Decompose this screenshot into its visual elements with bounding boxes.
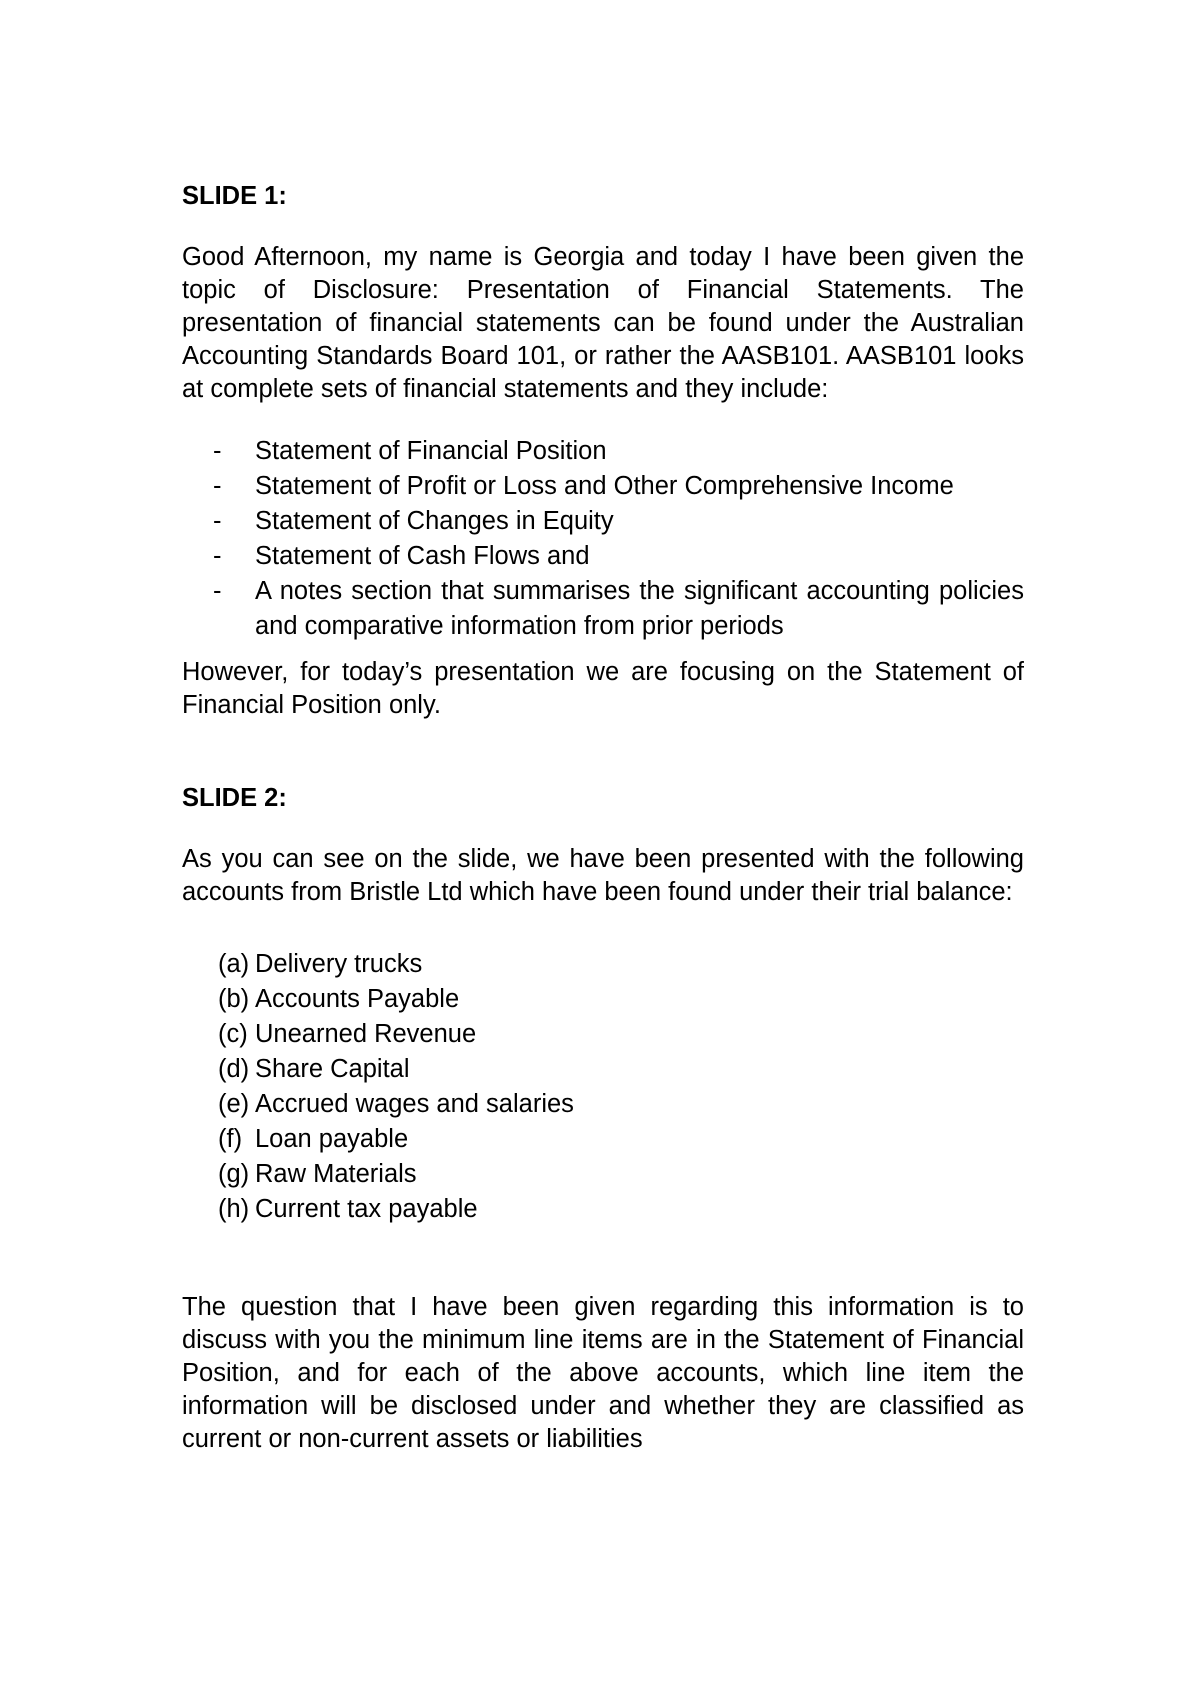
list-item-text: Statement of Changes in Equity [255, 507, 614, 535]
account-item [182, 1192, 1024, 1227]
list-item [182, 434, 1024, 469]
account-label: Loan payable [255, 1125, 409, 1153]
account-label: Accrued wages and salaries [255, 1090, 574, 1118]
list-item-text: Statement of Cash Flows and [255, 542, 590, 570]
dash-marker: - [213, 542, 222, 570]
slide-1-intro: Good Afternoon, my name is Georgia and today I have been given the topic of Disclosure: Presentation of Financial Statements. The presentation of financial statements can be found under the Australian Accounting Standards Board 101, or rather the AASB101. AASB101 looks at complete sets of financial statements and they include: [182, 243, 1024, 403]
slide-1-heading: SLIDE 1: [182, 182, 287, 210]
slide-1-closing: However, for today’s presentation we are focusing on the Statement of Financial Position only. [182, 658, 1024, 719]
account-label: Current tax payable [255, 1195, 478, 1223]
account-marker: (b) [218, 985, 250, 1013]
slide-2-heading: SLIDE 2: [182, 784, 287, 812]
account-marker: (e) [218, 1090, 250, 1118]
document-body [182, 180, 1024, 1456]
accounts-list [182, 947, 1024, 1227]
account-marker: (h) [218, 1195, 250, 1223]
account-item [182, 1052, 1024, 1087]
account-label: Accounts Payable [255, 985, 460, 1013]
account-item [182, 982, 1024, 1017]
account-label: Delivery trucks [255, 950, 423, 978]
slide-2-intro: As you can see on the slide, we have been presented with the following accounts from Bristle Ltd which have been found under their trial balance: [182, 845, 1024, 906]
list-item-text: Statement of Financial Position [255, 437, 607, 465]
dash-marker: - [213, 577, 222, 605]
dash-marker: - [213, 437, 222, 465]
list-item [182, 469, 1024, 504]
account-marker: (a) [218, 950, 250, 978]
account-marker: (f) [218, 1125, 243, 1153]
account-item [182, 1087, 1024, 1122]
list-item-text: A notes section that summarises the significant accounting policies and comparative information from prior periods [255, 577, 1024, 640]
account-label: Unearned Revenue [255, 1020, 477, 1048]
list-item-text: Statement of Profit or Loss and Other Comprehensive Income [255, 472, 954, 500]
dash-marker: - [213, 507, 222, 535]
account-item [182, 1157, 1024, 1192]
account-item [182, 947, 1024, 982]
account-marker: (d) [218, 1055, 250, 1083]
account-marker: (g) [218, 1160, 250, 1188]
list-item [182, 539, 1024, 574]
account-item [182, 1122, 1024, 1157]
account-item [182, 1017, 1024, 1052]
list-item [182, 574, 1024, 644]
account-label: Share Capital [255, 1055, 410, 1083]
account-label: Raw Materials [255, 1160, 417, 1188]
slide-2-question: The question that I have been given regarding this information is to discuss with you the minimum line items are in the Statement of Financial Position, and for each of the above accounts, which line item the information will be disclosed under and whether they are classified as current or non-current assets or liabilities [182, 1293, 1024, 1453]
financial-statements-list [182, 434, 1024, 644]
account-marker: (c) [218, 1020, 248, 1048]
dash-marker: - [213, 472, 222, 500]
list-item [182, 504, 1024, 539]
